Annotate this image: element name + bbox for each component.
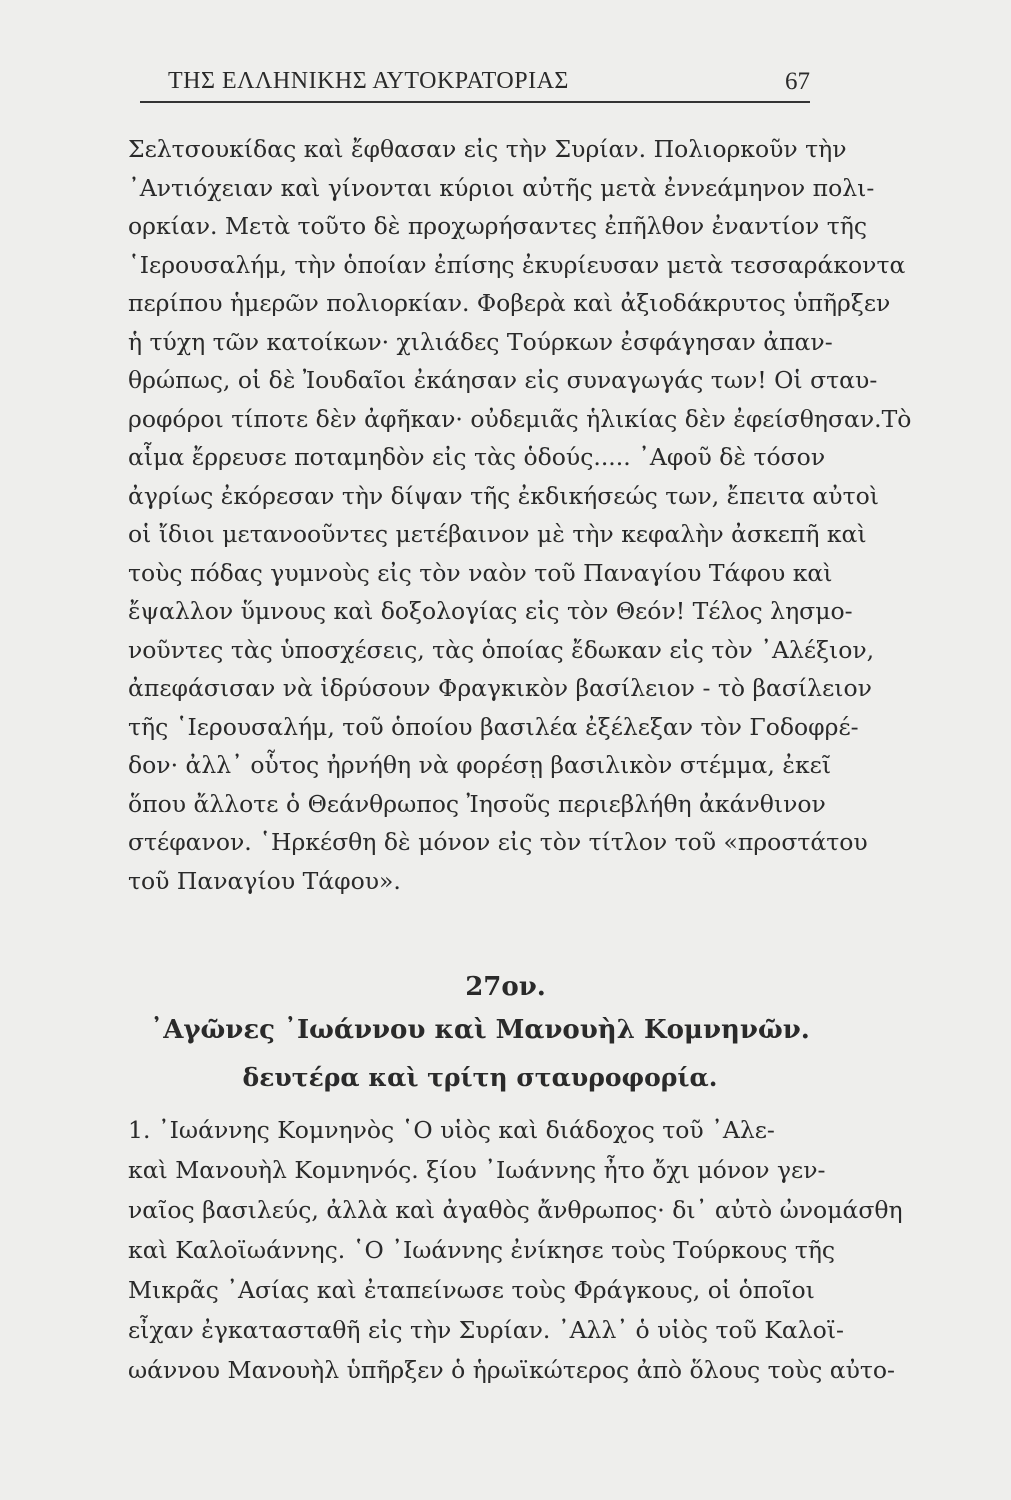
text-line: δον· ἀλλ᾿ οὗτος ἠρνήθη νὰ φορέσῃ βασιλικὸν στέμμα, ἐκεῖ [128,751,832,779]
text-line: ροφόροι τίποτε δὲν ἀφῆκαν· οὐδεμιᾶς ἡλικίας δὲν ἐφείσθησαν.Τὸ [128,404,912,433]
text-line: ἔψαλλον ὕμνους καὶ δοξολογίας εἰς τὸν Θεόν! Τέλος λησμο- [128,597,853,625]
text-line: στέφανον. ῾Ηρκέσθη δὲ μόνον εἰς τὸν τίτλον τοῦ «προστάτου [128,828,868,856]
text-line: Σελτσουκίδας καὶ ἔφθασαν εἰς τὴν Συρίαν. Πολιορκοῦν τὴν [128,135,847,163]
text-line: περίπου ἡμερῶν πολιορκίαν. Φοβερὰ καὶ ἀξιοδάκρυτος ὑπῆρξεν [128,289,891,317]
chapter-subtitle: δευτέρα καὶ τρίτη σταυροφορία. [242,1063,718,1092]
text-line: νοῦντες τὰς ὑποσχέσεις, τὰς ὁποίας ἔδωκαν εἰς τὸν ᾿Αλέξιον, [128,635,875,664]
text-line: τῆς ῾Ιερουσαλήμ, τοῦ ὁποίου βασιλέα ἐξέλεξαν τὸν Γοδοφρέ- [128,712,859,741]
text-line: ορκίαν. Μετὰ τοῦτο δὲ προχωρήσαντες ἐπῆλθον ἐναντίον τῆς [128,212,868,240]
text-line: θρώπως, οἱ δὲ Ἰουδαῖοι ἐκάησαν εἰς συναγωγάς των! Οἱ σταυ- [128,366,878,394]
text-line: τοὺς πόδας γυμνοὺς εἰς τὸν ναὸν τοῦ Παναγίου Τάφου καὶ [128,558,833,587]
text-line: καὶ Καλοϊωάννης. ῾Ο ᾿Ιωάννης ἐνίκησε τοὺς Τούρκους τῆς [128,1236,836,1264]
text-line: ἀπεφάσισαν νὰ ἱδρύσουν Φραγκικὸν βασίλειον - τὸ βασίλειον [128,674,872,702]
text-line: εἶχαν ἐγκατασταθῆ εἰς τὴν Συρίαν. ᾿Αλλ᾿ ὁ υἱὸς τοῦ Καλοϊ- [128,1316,844,1344]
text-line: ωάννου Μανουὴλ ὑπῆρξεν ὁ ἡρωϊκώτερος ἀπὸ ὅλους τοὺς αὐτο- [128,1356,895,1384]
text-line: Μικρᾶς ᾿Ασίας καὶ ἐταπείνωσε τοὺς Φράγκους, οἱ ὁποῖοι [128,1276,815,1304]
page-number: 67 [785,68,810,95]
text-line: ἀγρίως ἐκόρεσαν τὴν δίψαν τῆς ἐκδικήσεώς των, ἔπειτα αὐτοὶ [128,481,879,510]
text-line: καὶ Μανουὴλ Κομνηνός. ξίου ᾿Ιωάννης ἦτο ὄχι μόνον γεν- [128,1156,826,1184]
text-line: ναῖος βασιλεύς, ἀλλὰ καὶ ἀγαθὸς ἄνθρωπος· δι᾿ αὐτὸ ὠνομάσθη [128,1196,903,1224]
text-line: ἡ τύχη τῶν κατοίκων· χιλιάδες Τούρκων ἐσφάγησαν ἀπαν- [128,327,833,356]
text-line: 1. ᾿Ιωάννης Κομνηνὸς ῾Ο υἱὸς καὶ διάδοχος τοῦ ᾿Αλε- [128,1116,775,1144]
page-header [140,64,810,100]
header-rule [140,101,810,103]
text-line: ὅπου ἄλλοτε ὁ Θεάνθρωπος Ἰησοῦς περιεβλήθη ἀκάνθινον [128,789,826,818]
body-text [128,130,912,900]
chapter-number: 27ον. [465,972,546,1002]
text-line: αἷμα ἔρρευσε ποταμηδὸν εἰς τὰς ὁδούς..... ᾿Αφοῦ δὲ τόσον [128,443,826,471]
text-line: τοῦ Παναγίου Τάφου». [128,866,401,895]
running-title: ΤΗΣ ΕΛΛΗΝΙΚΗΣ ΑΥΤΟΚΡΑΤΟΡΙΑΣ [168,68,569,94]
text-line: ῾Ιερουσαλήμ, τὴν ὁποίαν ἐπίσης ἐκυρίευσαν μετὰ τεσσαράκοντα [128,250,906,279]
text-line: οἱ ἴδιοι μετανοοῦντες μετέβαινον μὲ τὴν κεφαλὴν ἀσκεπῆ καὶ [128,520,867,548]
section-text [128,1110,903,1390]
chapter-title: ᾿Αγῶνες ᾿Ιωάννου καὶ Μανουὴλ Κομνηνῶν. [150,1015,810,1045]
text-line: ᾿Αντιόχειαν καὶ γίνονται κύριοι αὐτῆς μετὰ ἐννεάμηνον πολι- [128,173,875,202]
